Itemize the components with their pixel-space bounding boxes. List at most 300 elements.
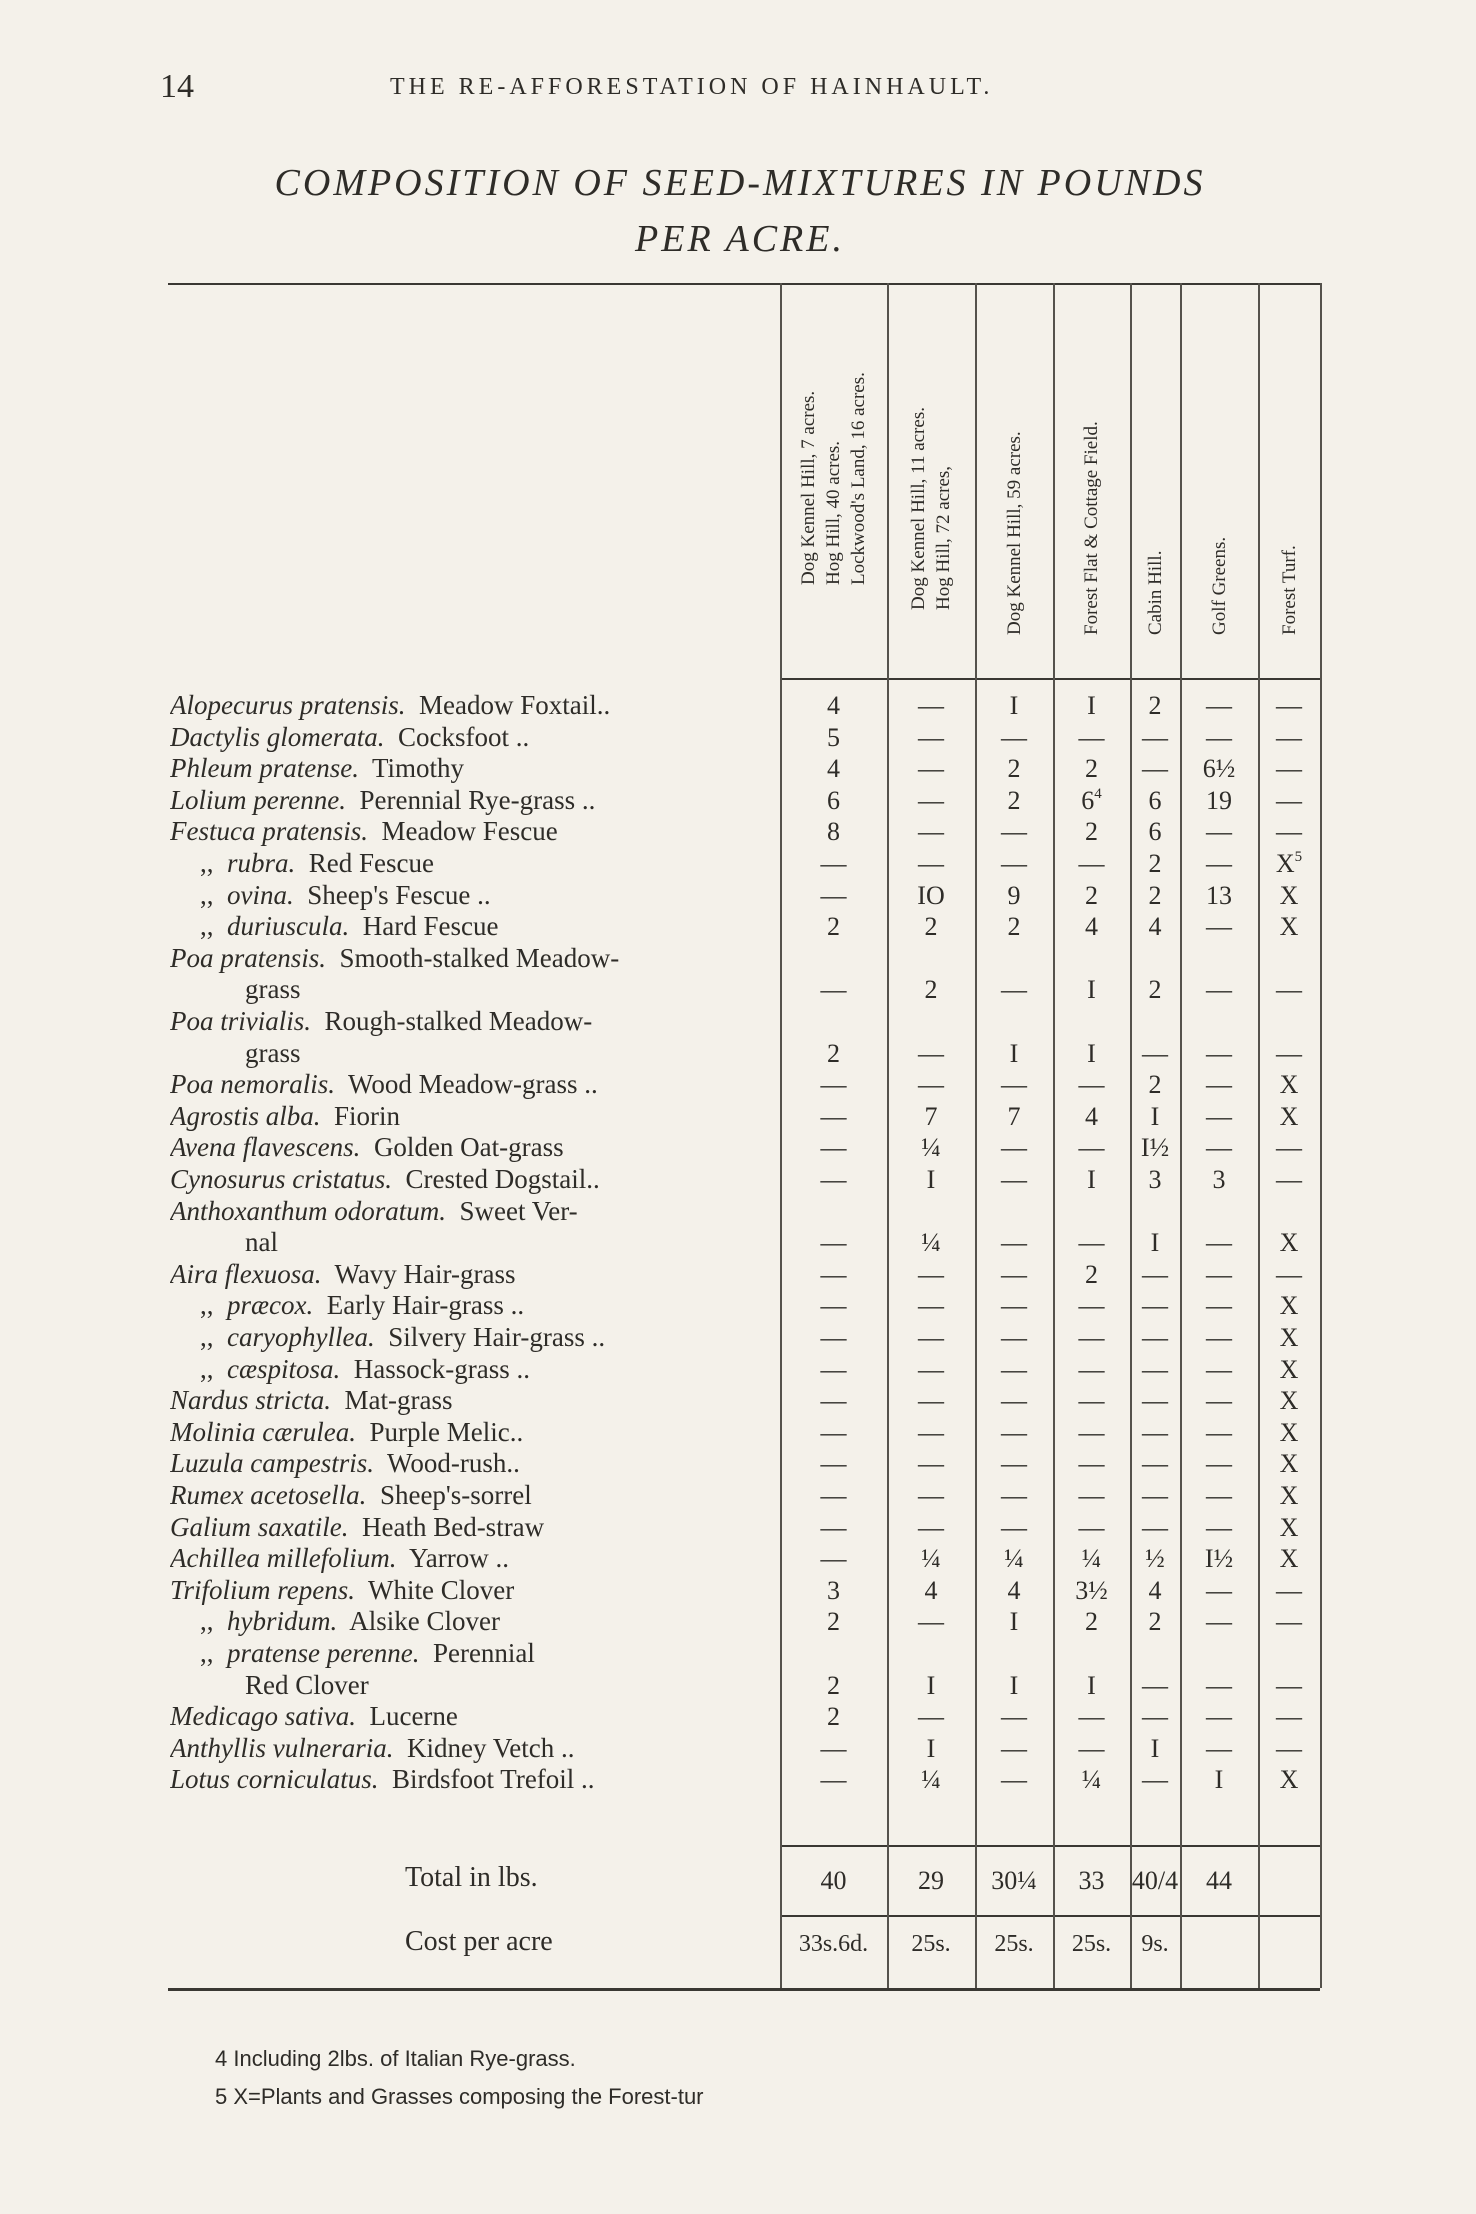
table-cell: — [1001, 975, 1027, 1005]
ditto-mark: ,, [200, 1290, 227, 1321]
table-cell: — [820, 849, 847, 878]
table-cell: 7 [1007, 1101, 1021, 1131]
table-cell: 2 [924, 912, 938, 942]
table-cell: — [820, 1323, 847, 1352]
table-cell: 4 [827, 754, 840, 784]
latin-name: Avena flavescens. [170, 1132, 361, 1163]
table-cell: 2 [827, 1702, 840, 1732]
table-cell: — [1142, 1481, 1168, 1510]
table-cell: I [1087, 1670, 1096, 1700]
table-cell: 4 [924, 1575, 938, 1605]
table-cell: I [1009, 1670, 1019, 1700]
table-cell: — [1001, 1386, 1027, 1416]
common-name: White Clover [355, 1574, 515, 1605]
table-cell: — [1206, 1291, 1232, 1321]
table-cell: X [1279, 1228, 1299, 1258]
total-cell: 33 [1078, 1866, 1105, 1895]
common-name: Fiorin [320, 1100, 401, 1131]
table-cell: — [918, 1512, 944, 1542]
table-cell: I [926, 1733, 936, 1763]
table-cell: 8 [827, 817, 840, 847]
latin-name: Galium saxatile. [170, 1511, 349, 1542]
latin-name: Alopecurus pratensis. [170, 690, 406, 720]
table-cell: X [1279, 1449, 1299, 1479]
latin-name: rubra. [227, 848, 296, 878]
latin-name: Aira flexuosa. [170, 1258, 322, 1289]
total-cell: 44 [1206, 1866, 1232, 1895]
row-label [170, 1069, 780, 1101]
table-cell: — [918, 849, 944, 878]
latin-name: pratense perenne. [227, 1638, 420, 1668]
table-cell: — [820, 1101, 847, 1131]
row-label [170, 722, 780, 754]
row-label [170, 1512, 780, 1544]
row-label [170, 848, 780, 880]
latin-name: Poa trivialis. [170, 1006, 311, 1036]
table-cell: — [1078, 1291, 1105, 1321]
table-cell: — [1142, 1291, 1168, 1321]
table-cell: — [1001, 817, 1027, 847]
table-cell: — [1001, 1512, 1027, 1542]
column-header-line: Cabin Hill. [1144, 550, 1166, 635]
latin-name: duriuscula. [227, 911, 350, 942]
common-name: Silvery Hair-grass .. [374, 1322, 606, 1352]
ditto-mark: ,, [200, 911, 227, 942]
table-cell: — [1078, 1449, 1105, 1479]
table-cell: I½ [1140, 1133, 1170, 1163]
table-cell: X [1279, 1291, 1299, 1321]
row-label [170, 1733, 780, 1765]
table-cell: — [1276, 785, 1302, 815]
table-cell: — [1276, 817, 1302, 847]
table-cell: ½ [1145, 1544, 1165, 1574]
latin-name: Rumex acetosella. [170, 1480, 367, 1510]
table-cell: 4 [1148, 1575, 1162, 1605]
table-cell: X [1279, 1512, 1299, 1542]
table-cell: 7 [924, 1101, 938, 1131]
table-cell: — [1142, 1670, 1168, 1700]
cost-rule [780, 1915, 1320, 1917]
footnote-ref: 4 [1094, 785, 1102, 802]
common-name: Heath Bed-straw [348, 1511, 545, 1542]
table-cell: X [1279, 880, 1299, 910]
table-cell: — [820, 1512, 847, 1542]
table-cell: — [1276, 1165, 1302, 1194]
table-cell: X [1279, 1070, 1299, 1100]
column-header-line: Dog Kennel Hill, 59 acres. [1003, 431, 1025, 635]
common-name: Golden Oat-grass [360, 1132, 564, 1163]
table-cell: 2 [1148, 975, 1162, 1005]
table-cell: 4 [1007, 1575, 1021, 1605]
table-cell: — [820, 1228, 847, 1258]
table-cell: — [1142, 1702, 1168, 1732]
header-rule [780, 678, 1320, 680]
table-cell: — [1276, 1259, 1302, 1289]
column-header-line: Forest Turf. [1278, 545, 1300, 635]
table-cell: 2 [1085, 1259, 1098, 1289]
common-name: Kidney Vetch .. [393, 1732, 575, 1763]
latin-name: Agrostis alba. [170, 1100, 321, 1131]
table-cell: — [820, 1133, 847, 1163]
table-cell: — [820, 1354, 847, 1384]
row-label [170, 1101, 780, 1133]
table-cell: I [926, 1670, 936, 1700]
table-cell: — [820, 880, 847, 910]
row-label [170, 1764, 780, 1796]
table-cell: 2 [1007, 785, 1021, 815]
table-cell: — [1206, 1386, 1232, 1416]
row-label [170, 1480, 780, 1512]
table-cell: — [1142, 1259, 1168, 1289]
top-rule [168, 283, 1320, 285]
table-cell: — [1206, 1228, 1232, 1258]
cost-label: Cost per acre [405, 1926, 553, 1957]
table-cell: — [1142, 1354, 1168, 1384]
row-label [170, 1354, 780, 1386]
table-cell: 4 [1148, 912, 1162, 942]
table-cell: — [1142, 1417, 1168, 1447]
common-name: Meadow Foxtail.. [405, 690, 611, 720]
table-cell: X [1279, 1544, 1299, 1574]
table-cell: 3 [827, 1575, 840, 1605]
table-cell: 4 [1085, 912, 1098, 942]
table-title [120, 155, 1360, 267]
table-cell: — [820, 1070, 847, 1100]
table-cell: — [1078, 849, 1105, 878]
table-cell: ¼ [921, 1228, 941, 1258]
table-cell: — [1206, 1512, 1232, 1542]
table-cell: X [1279, 1354, 1299, 1384]
latin-name: Nardus stricta. [170, 1385, 332, 1416]
table-cell: — [1276, 1038, 1302, 1068]
column-header-line: Forest Flat & Cottage Field. [1081, 421, 1102, 635]
table-cell: I [1087, 975, 1096, 1005]
row-label-continuation: grass [245, 1037, 301, 1068]
table-cell: — [1206, 912, 1232, 942]
common-name: Red Fescue [295, 848, 434, 878]
table-cell: 6 [1148, 817, 1162, 847]
cost-cell: 33s.6d. [798, 1931, 869, 1957]
table-cell: — [1142, 1323, 1168, 1352]
latin-name: præcox. [227, 1290, 314, 1321]
table-title-line-2: PER ACRE. [635, 218, 845, 260]
row-label-continuation: Red Clover [245, 1669, 369, 1700]
table-cell: — [1206, 975, 1232, 1005]
table-cell: — [918, 785, 944, 815]
total-cell [1258, 1865, 1320, 1897]
table-cell: X [1279, 1101, 1299, 1131]
row-label [170, 1575, 780, 1607]
table-cell: X [1279, 912, 1299, 942]
latin-name: caryophyllea. [227, 1322, 375, 1352]
ditto-mark: ,, [200, 848, 227, 878]
table-cell: ¼ [1004, 1544, 1024, 1574]
cost-cell [1258, 1928, 1320, 1960]
common-name: Perennial Rye-grass .. [345, 784, 596, 815]
table-cell: — [820, 1481, 847, 1510]
total-cell: 30¼ [991, 1866, 1037, 1895]
table-cell: 19 [1206, 785, 1232, 815]
common-name: Hassock-grass .. [340, 1353, 530, 1384]
table-cell: I [1214, 1765, 1224, 1795]
table-cell: — [1276, 1733, 1302, 1763]
table-cell: — [820, 1765, 847, 1795]
table-cell: — [918, 1607, 944, 1637]
table-cell: — [1206, 1670, 1232, 1700]
table-cell: — [1206, 722, 1232, 752]
table-cell: — [918, 1291, 944, 1321]
table-cell: — [1276, 1607, 1302, 1637]
latin-name: Cynosurus cristatus. [170, 1164, 393, 1194]
total-cell: 40/4 [1131, 1866, 1179, 1895]
total-rule [780, 1845, 1320, 1847]
table-cell: — [820, 1259, 847, 1289]
table-cell: I [1150, 1101, 1160, 1131]
table-cell: — [918, 722, 944, 752]
table-cell: — [1001, 1228, 1027, 1258]
table-cell: — [1142, 1512, 1168, 1542]
table-cell: 2 [827, 1670, 840, 1700]
row-label [170, 1164, 780, 1196]
table-cell: 2 [924, 975, 938, 1005]
table-cell: — [1078, 1512, 1105, 1542]
table-cell: — [1276, 1133, 1302, 1163]
common-name: Mat-grass [331, 1385, 453, 1416]
table-cell: — [1206, 1733, 1232, 1763]
footnote-4: 4 Including 2lbs. of Italian Rye-grass. [215, 2046, 576, 2071]
table-cell: — [1078, 722, 1105, 752]
common-name: Cocksfoot .. [384, 721, 530, 752]
table-cell: — [918, 754, 944, 784]
row-label [170, 1006, 780, 1038]
table-cell: — [918, 1323, 944, 1352]
table-cell: X [1279, 1765, 1299, 1795]
table-cell: I [1150, 1733, 1160, 1763]
table-cell: — [1001, 1765, 1027, 1795]
table-cell: 2 [1007, 912, 1021, 942]
table-cell: — [1142, 754, 1168, 784]
latin-name: Dactylis glomerata. [170, 721, 385, 752]
table-cell: $X^5$ [1275, 849, 1303, 878]
latin-name: Luzula campestris. [170, 1448, 375, 1479]
table-cell: — [820, 1417, 847, 1447]
table-title-line-1: COMPOSITION OF SEED-MIXTURES IN POUNDS [274, 162, 1206, 204]
table-cell: ¼ [1081, 1544, 1102, 1574]
latin-name: Poa pratensis. [170, 942, 327, 973]
table-cell: 6 [1148, 785, 1162, 815]
latin-name: Molinia cærulea. [170, 1416, 356, 1447]
table-cell: 2 [1085, 1607, 1098, 1637]
table-cell: — [1001, 1481, 1027, 1510]
table-cell: — [918, 1702, 944, 1732]
table-cell: 2 [1085, 880, 1098, 910]
footnote-ref: 5 [1294, 849, 1303, 865]
row-label [170, 1322, 780, 1354]
common-name: Sweet Ver- [446, 1195, 578, 1226]
common-name: Yarrow .. [396, 1543, 509, 1574]
row-label [170, 1638, 780, 1670]
bottom-rule [168, 1988, 1320, 1991]
table-cell: — [918, 1038, 944, 1068]
table-cell: X [1279, 1323, 1299, 1352]
row-label [170, 1259, 780, 1291]
latin-name: Phleum pratense. [170, 753, 359, 784]
table-cell: — [1001, 1449, 1027, 1479]
table-cell: — [820, 1449, 847, 1479]
common-name: Crested Dogstail.. [392, 1164, 600, 1194]
table-cell: 4 [1085, 1101, 1098, 1131]
table-cell: — [1276, 722, 1302, 752]
table-cell: — [1206, 1354, 1232, 1384]
table-cell: — [1001, 722, 1027, 752]
latin-name: Lolium perenne. [170, 784, 346, 815]
latin-name: cæspitosa. [227, 1353, 341, 1384]
table-cell: X [1279, 1481, 1299, 1510]
row-label [170, 943, 780, 975]
table-cell: — [1001, 1291, 1027, 1321]
table-cell: ¼ [921, 1544, 941, 1574]
table-cell: I [1087, 1038, 1096, 1068]
common-name: Alsike Clover [337, 1606, 500, 1637]
table-cell: — [1276, 1670, 1302, 1700]
table-cell: I [1009, 1607, 1019, 1637]
table-cell: — [1078, 1354, 1105, 1384]
table-cell: I [1150, 1228, 1160, 1258]
common-name: Hard Fescue [349, 911, 499, 942]
column-header-line: Hog Hill, 72 acres, [933, 465, 954, 610]
table-cell: — [918, 1070, 944, 1100]
common-name: Purple Melic.. [355, 1416, 524, 1447]
latin-name: Anthyllis vulneraria. [170, 1732, 394, 1763]
table-cell: — [1001, 1165, 1027, 1194]
row-label [170, 1385, 780, 1417]
cost-cell: 25s. [911, 1931, 951, 1957]
table-cell: — [918, 1386, 944, 1416]
table-cell: — [820, 1165, 847, 1194]
ditto-mark: ,, [200, 879, 227, 910]
table-cell: — [1206, 1259, 1232, 1289]
common-name: Sheep's-sorrel [366, 1480, 532, 1510]
latin-name: Trifolium repens. [170, 1574, 356, 1605]
latin-name: Anthoxanthum odoratum. [170, 1195, 446, 1226]
latin-name: Poa nemoralis. [170, 1069, 335, 1100]
table-cell: — [1276, 1702, 1302, 1732]
table-cell: — [1078, 1386, 1105, 1416]
table-cell: 2 [1007, 754, 1021, 784]
row-label [170, 1606, 780, 1638]
table-cell: 3 [1148, 1165, 1162, 1194]
ditto-mark: ,, [200, 1638, 227, 1668]
row-label [170, 911, 780, 943]
table-cell: — [820, 1386, 847, 1416]
table-cell: 2 [827, 1038, 840, 1068]
table-cell: 2 [1148, 1070, 1162, 1100]
running-head [150, 68, 1350, 108]
table-cell: — [1078, 1133, 1105, 1163]
table-cell: — [1001, 1070, 1027, 1100]
row-label [170, 753, 780, 785]
row-label [170, 785, 780, 817]
row-label [170, 1701, 780, 1733]
table-cell: 13 [1206, 880, 1232, 910]
table-cell: — [1001, 1259, 1027, 1289]
table-cell: — [820, 975, 847, 1005]
table-cell: — [918, 1449, 944, 1479]
table-cell: — [1206, 1607, 1232, 1637]
table-cell: — [1276, 1575, 1302, 1605]
table-cell: I½ [1204, 1544, 1234, 1574]
row-label-continuation: nal [245, 1227, 278, 1258]
column-header-line: Golf Greens. [1208, 536, 1230, 635]
table-cell: — [1276, 754, 1302, 784]
row-label [170, 816, 780, 848]
table-cell: — [1206, 1070, 1232, 1100]
table-cell: — [1078, 1481, 1105, 1510]
table-cell: — [1206, 849, 1232, 878]
row-label [170, 1132, 780, 1164]
common-name: Sheep's Fescue .. [293, 879, 491, 910]
table-cell: — [1206, 691, 1232, 720]
table-cell: — [1276, 975, 1302, 1005]
table-cell: X [1279, 1417, 1299, 1447]
total-cell: 40 [820, 1866, 847, 1895]
table-cell: 9 [1007, 880, 1021, 910]
table-cell: — [1206, 817, 1232, 847]
latin-name: ovina. [227, 879, 294, 910]
table-cell: — [918, 1259, 944, 1289]
table-cell: — [918, 1417, 944, 1447]
table-cell: — [1001, 1323, 1027, 1352]
row-label [170, 1196, 780, 1228]
table-cell: — [1078, 1417, 1105, 1447]
row-label [170, 1543, 780, 1575]
latin-name: Achillea millefolium. [170, 1543, 397, 1574]
table-cell: — [1142, 1038, 1168, 1068]
cost-cell [1180, 1928, 1258, 1960]
table-cell: ¼ [1081, 1765, 1102, 1795]
footnote-5: 5 X=Plants and Grasses composing the Forest-tur [215, 2084, 704, 2109]
page-number: 14 [160, 68, 194, 105]
table-cell: I [926, 1165, 936, 1194]
total-cell: 29 [918, 1866, 944, 1895]
row-label [170, 880, 780, 912]
running-title: THE RE-AFFORESTATION OF HAINHAULT. [390, 74, 994, 100]
common-name: Wood Meadow-grass .. [335, 1069, 598, 1100]
table-cell: I [1009, 1038, 1019, 1068]
table-cell: 6 [827, 785, 840, 815]
table-cell: — [1206, 1133, 1232, 1163]
row-label [170, 690, 780, 722]
table-cell: 3½ [1075, 1575, 1108, 1605]
ditto-mark: ,, [200, 1353, 227, 1384]
table-cell: X [1279, 1386, 1299, 1416]
table-cell: 4 [827, 691, 840, 720]
column-header-line: Lockwood's Land, 16 acres. [848, 372, 869, 585]
cost-cell: 25s. [1071, 1931, 1112, 1957]
table-cell: — [1206, 1101, 1232, 1131]
table-cell: — [1206, 1449, 1232, 1479]
table-cell: ¼ [921, 1765, 941, 1795]
table-cell: — [1078, 1228, 1105, 1258]
common-name: Early Hair-grass .. [313, 1290, 525, 1321]
table-cell: 2 [1148, 849, 1162, 878]
row-label [170, 1417, 780, 1449]
common-name: Perennial [419, 1638, 535, 1668]
table-cell: — [1001, 1133, 1027, 1163]
table-cell: — [1206, 1038, 1232, 1068]
table-cell: — [918, 691, 944, 720]
row-label-continuation: grass [245, 974, 301, 1005]
